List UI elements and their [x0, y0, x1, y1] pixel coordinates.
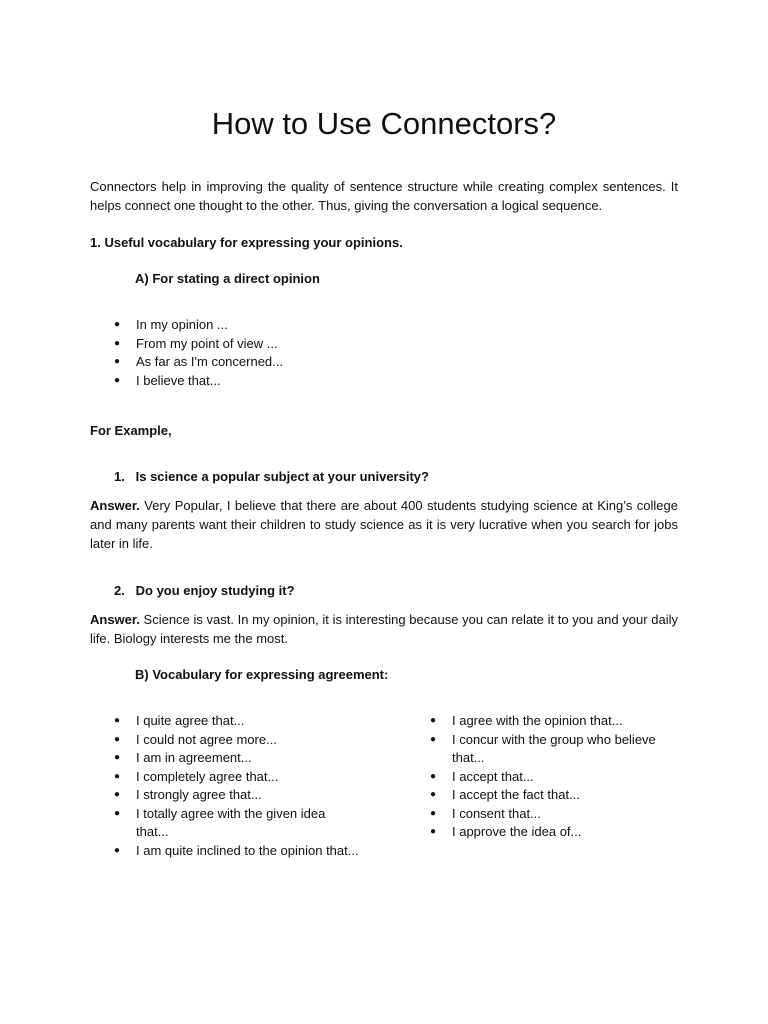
- direct-opinion-list: [114, 316, 414, 390]
- list-item: ● I concur with the group who believe that...: [430, 731, 677, 768]
- list-item: ● In my opinion ...: [114, 316, 414, 335]
- agreement-list-right: [430, 712, 690, 842]
- list-item: ● I approve the idea of...: [430, 823, 690, 842]
- list-item: ● I totally agree with the given idea that...: [114, 805, 326, 842]
- section-heading-opinions: 1. Useful vocabulary for expressing your opinions.: [90, 235, 403, 250]
- intro-paragraph: Connectors help in improving the quality of sentence structure while creating complex sentences. It helps connect one thought to the other. Thus, giving the conversation a logical sequence.: [90, 179, 678, 213]
- answer-label: Answer.: [90, 612, 140, 627]
- question-number: 2.: [114, 583, 125, 598]
- list-item: ● I quite agree that...: [114, 712, 364, 731]
- subsection-heading-agreement: B) Vocabulary for expressing agreement:: [135, 667, 389, 682]
- answer-text: Science is vast. In my opinion, it is interesting because you can relate it to you and your daily life. Biology interests me the most.: [90, 612, 678, 646]
- list-item: ● I could not agree more...: [114, 731, 364, 750]
- example-label: For Example,: [90, 423, 172, 438]
- list-item: ● I agree with the opinion that...: [430, 712, 690, 731]
- question-text: Do you enjoy studying it?: [135, 583, 295, 598]
- list-item: ● I accept the fact that...: [430, 786, 690, 805]
- list-item: ● As far as I'm concerned...: [114, 353, 414, 372]
- list-item: ● I am quite inclined to the opinion that...: [114, 842, 364, 861]
- answer-label: Answer.: [90, 498, 140, 513]
- question-2: [114, 581, 295, 600]
- list-item: ● I completely agree that...: [114, 768, 364, 787]
- answer-1: [90, 496, 678, 553]
- list-item: ● I accept that...: [430, 768, 690, 787]
- question-number: 1.: [114, 469, 125, 484]
- list-item: ● From my point of view ...: [114, 335, 414, 354]
- answer-2: [90, 610, 678, 648]
- subsection-heading-direct-opinion: A) For stating a direct opinion: [135, 271, 320, 286]
- question-1: [114, 467, 429, 486]
- list-item: ● I strongly agree that...: [114, 786, 364, 805]
- list-item: ● I believe that...: [114, 372, 414, 391]
- question-text: Is science a popular subject at your university?: [135, 469, 429, 484]
- agreement-list-left: [114, 712, 364, 860]
- list-item: ● I am in agreement...: [114, 749, 364, 768]
- answer-text: Very Popular, I believe that there are about 400 students studying science at King’s college and many parents want their children to study science as it is very lucrative when you search for jobs later in life.: [90, 498, 678, 551]
- list-item: ● I consent that...: [430, 805, 690, 824]
- page-title: How to Use Connectors?: [211, 106, 557, 141]
